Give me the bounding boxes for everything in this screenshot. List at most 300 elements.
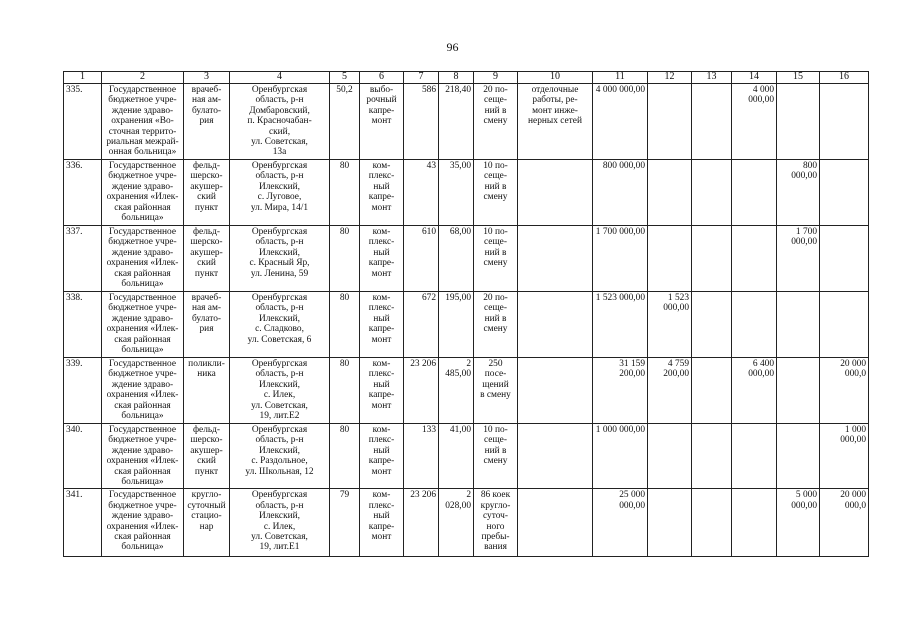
column-header-7: 7 bbox=[404, 72, 439, 84]
capacity-line: 20 по- bbox=[483, 85, 508, 95]
facility-address-line: Илекский, bbox=[258, 313, 301, 324]
facility-type-line: фельд- bbox=[192, 227, 221, 237]
facility-address-line: ул. Советская, bbox=[251, 137, 308, 148]
work-type-line: плекс- bbox=[368, 303, 395, 314]
institution-name-line: Государственное bbox=[108, 359, 177, 369]
institution-name-line: бюджетное учре- bbox=[108, 237, 177, 248]
col7-value: 672 bbox=[404, 292, 439, 358]
col15-amount bbox=[777, 84, 820, 160]
work-type-line: рочный bbox=[366, 95, 397, 106]
col12-amount bbox=[648, 489, 692, 557]
facility-type-line: шерско- bbox=[190, 237, 223, 248]
facility-type bbox=[184, 424, 230, 489]
capacity-line: 10 по- bbox=[483, 425, 508, 435]
work-type-line: плекс- bbox=[368, 369, 395, 380]
facility-address-line: Оренбургская bbox=[251, 425, 308, 435]
facility-type-line: шерско- bbox=[190, 171, 223, 182]
facility-address-line: с. Луговое, bbox=[257, 192, 302, 203]
col14-amount bbox=[732, 292, 777, 358]
col15-amount bbox=[777, 424, 820, 489]
facility-address-line: п. Красночабан- bbox=[247, 116, 312, 127]
facility-address bbox=[230, 424, 330, 489]
work-type-line: монт bbox=[371, 116, 392, 127]
row-number: 336. bbox=[64, 160, 102, 226]
facility-address bbox=[230, 226, 330, 292]
col8-value: 68,00 bbox=[439, 226, 474, 292]
facility-address-line: 19, лит.Е2 bbox=[259, 411, 300, 422]
col16-amount: 20 000 000,0 bbox=[820, 358, 869, 424]
facility-type-line: суточный bbox=[187, 500, 226, 511]
table-row bbox=[64, 84, 869, 160]
institution-name-line: бюджетное учре- bbox=[108, 303, 177, 314]
capacity-line: смену bbox=[483, 324, 508, 335]
institution-name-line: бюджетное учре- bbox=[108, 171, 177, 182]
facility-address-line: ский, bbox=[268, 126, 291, 137]
column-header-4: 4 bbox=[230, 72, 330, 84]
institution-name-line: бюджетное учре- bbox=[108, 435, 177, 446]
institution-name-line: больница» bbox=[121, 477, 164, 488]
institution-name-line: ская районная bbox=[114, 532, 171, 543]
col5-value: 80 bbox=[330, 292, 360, 358]
institution-name-line: Государственное bbox=[108, 425, 177, 435]
work-type-line: капре- bbox=[368, 456, 395, 467]
table-body bbox=[64, 84, 869, 557]
facility-address-line: область, р-н bbox=[255, 95, 304, 106]
col13-amount bbox=[692, 489, 732, 557]
facility-address-line: Илекский, bbox=[258, 247, 301, 258]
work-type bbox=[360, 160, 404, 226]
institution-name-line: ждение здраво- bbox=[111, 181, 174, 192]
institution-name-line: ская районная bbox=[114, 400, 171, 411]
capacity-line: ний в bbox=[484, 105, 507, 116]
capacity-line: 86 коек bbox=[480, 490, 511, 501]
col15-amount: 800 000,00 bbox=[777, 160, 820, 226]
facility-address bbox=[230, 358, 330, 424]
col15-amount: 1 700 000,00 bbox=[777, 226, 820, 292]
col5-value: 80 bbox=[330, 160, 360, 226]
facility-type bbox=[184, 226, 230, 292]
capacity-line: в смену bbox=[480, 390, 511, 401]
work-type-line: ком- bbox=[372, 359, 391, 369]
facilities-table bbox=[63, 71, 869, 557]
facility-address bbox=[230, 489, 330, 557]
column-header-3: 3 bbox=[184, 72, 230, 84]
work-type-line: плекс- bbox=[368, 171, 395, 182]
institution-name-line: охранения «Илек- bbox=[106, 521, 179, 532]
facility-address-line: Оренбургская bbox=[251, 227, 308, 237]
work-type-line: ком- bbox=[372, 161, 391, 171]
col11-amount: 4 000 000,00 bbox=[593, 84, 648, 160]
work-type bbox=[360, 424, 404, 489]
institution-name-line: ская районная bbox=[114, 466, 171, 477]
col13-amount bbox=[692, 358, 732, 424]
work-type-line: плекс- bbox=[368, 500, 395, 511]
col14-amount: 4 000 000,00 bbox=[732, 84, 777, 160]
facility-type-line: пункт bbox=[194, 466, 219, 477]
institution-name bbox=[102, 160, 184, 226]
facility-type-line: стацио- bbox=[191, 511, 222, 522]
work-type bbox=[360, 226, 404, 292]
col14-amount bbox=[732, 160, 777, 226]
works-description-line: работы, ре- bbox=[532, 95, 578, 106]
institution-name-line: охранения «Илек- bbox=[106, 456, 179, 467]
col11-amount: 800 000,00 bbox=[593, 160, 648, 226]
facility-type-line: булато- bbox=[191, 105, 222, 116]
works-description bbox=[518, 424, 593, 489]
column-header-1: 1 bbox=[64, 72, 102, 84]
capacity-line: 20 по- bbox=[483, 293, 508, 303]
column-header-5: 5 bbox=[330, 72, 360, 84]
work-type-line: монт bbox=[371, 400, 392, 411]
column-header-14: 14 bbox=[732, 72, 777, 84]
works-description bbox=[518, 358, 593, 424]
capacity-line: суточ- bbox=[483, 511, 508, 522]
col8-value: 218,40 bbox=[439, 84, 474, 160]
work-type bbox=[360, 84, 404, 160]
facility-address-line: ул. Школьная, 12 bbox=[245, 466, 314, 477]
institution-name bbox=[102, 489, 184, 557]
capacity-line: ний в bbox=[484, 445, 507, 456]
col8-value: 195,00 bbox=[439, 292, 474, 358]
capacity-line: кругло- bbox=[480, 500, 511, 511]
capacity bbox=[474, 226, 518, 292]
work-type bbox=[360, 292, 404, 358]
col7-value: 43 bbox=[404, 160, 439, 226]
table-row bbox=[64, 424, 869, 489]
work-type-line: монт bbox=[371, 268, 392, 279]
facility-address-line: Илекский, bbox=[258, 511, 301, 522]
column-header-15: 15 bbox=[777, 72, 820, 84]
row-number: 341. bbox=[64, 489, 102, 557]
facility-type-line: рия bbox=[199, 324, 214, 335]
facility-address-line: область, р-н bbox=[255, 435, 304, 446]
facility-address-line: область, р-н bbox=[255, 369, 304, 380]
facility-address-line: область, р-н bbox=[255, 303, 304, 314]
works-description-line: отделочные bbox=[531, 85, 579, 95]
table-row bbox=[64, 489, 869, 557]
work-type bbox=[360, 358, 404, 424]
institution-name-line: ждение здраво- bbox=[111, 313, 174, 324]
col5-value: 79 bbox=[330, 489, 360, 557]
col13-amount bbox=[692, 84, 732, 160]
column-header-16: 16 bbox=[820, 72, 869, 84]
facility-address-line: Оренбургская bbox=[251, 490, 308, 501]
col8-value: 35,00 bbox=[439, 160, 474, 226]
facility-address-line: ул. Советская, 6 bbox=[247, 334, 312, 345]
facility-type-line: акушер- bbox=[190, 247, 223, 258]
facility-type bbox=[184, 489, 230, 557]
col5-value: 80 bbox=[330, 358, 360, 424]
institution-name-line: охранения «Илек- bbox=[106, 390, 179, 401]
institution-name-line: охранения «Во- bbox=[111, 116, 174, 127]
facility-type-line: акушер- bbox=[190, 445, 223, 456]
capacity bbox=[474, 160, 518, 226]
facility-type-line: фельд- bbox=[192, 425, 221, 435]
facility-address bbox=[230, 292, 330, 358]
facility-type-line: ная ам- bbox=[191, 95, 222, 106]
facility-type-line: ский bbox=[197, 192, 216, 203]
institution-name-line: Государственное bbox=[108, 85, 177, 95]
table-row bbox=[64, 358, 869, 424]
work-type-line: капре- bbox=[368, 105, 395, 116]
col12-amount bbox=[648, 226, 692, 292]
facility-type-line: нар bbox=[199, 521, 214, 532]
institution-name-line: больница» bbox=[121, 411, 164, 422]
facility-type bbox=[184, 358, 230, 424]
institution-name-line: охранения «Илек- bbox=[106, 324, 179, 335]
row-number: 337. bbox=[64, 226, 102, 292]
institution-name-line: больница» bbox=[121, 279, 164, 290]
col13-amount bbox=[692, 160, 732, 226]
col15-amount: 5 000 000,00 bbox=[777, 489, 820, 557]
capacity-line: сеще- bbox=[484, 95, 507, 106]
col7-value: 586 bbox=[404, 84, 439, 160]
col16-amount bbox=[820, 292, 869, 358]
capacity-line: пребы- bbox=[481, 532, 510, 543]
col5-value: 80 bbox=[330, 424, 360, 489]
capacity-line: 250 bbox=[488, 359, 503, 369]
column-header-13: 13 bbox=[692, 72, 732, 84]
institution-name-line: ская районная bbox=[114, 334, 171, 345]
institution-name-line: Государственное bbox=[108, 293, 177, 303]
capacity bbox=[474, 84, 518, 160]
facility-address-line: Илекский, bbox=[258, 379, 301, 390]
facility-type-line: ная ам- bbox=[191, 303, 222, 314]
facility-address-line: Домбаровский, bbox=[249, 105, 310, 116]
table-row bbox=[64, 160, 869, 226]
capacity-line: вания bbox=[484, 542, 507, 553]
institution-name-line: Государственное bbox=[108, 227, 177, 237]
facility-address bbox=[230, 160, 330, 226]
col5-value: 50,2 bbox=[330, 84, 360, 160]
facility-type-line: рия bbox=[199, 116, 214, 127]
facility-type-line: врачеб- bbox=[191, 85, 222, 95]
work-type-line: ный bbox=[373, 181, 390, 192]
capacity-line: 10 по- bbox=[483, 227, 508, 237]
institution-name-line: ская районная bbox=[114, 202, 171, 213]
institution-name-line: онная больница» bbox=[108, 147, 177, 158]
capacity-line: сеще- bbox=[484, 171, 507, 182]
facility-type-line: врачеб- bbox=[191, 293, 222, 303]
col15-amount bbox=[777, 358, 820, 424]
works-description bbox=[518, 292, 593, 358]
facility-address-line: ул. Мира, 14/1 bbox=[250, 202, 309, 213]
institution-name-line: ждение здраво- bbox=[111, 379, 174, 390]
capacity-line: ного bbox=[486, 521, 505, 532]
facility-type-line: фельд- bbox=[192, 161, 221, 171]
work-type-line: капре- bbox=[368, 390, 395, 401]
capacity bbox=[474, 292, 518, 358]
institution-name bbox=[102, 424, 184, 489]
row-number: 338. bbox=[64, 292, 102, 358]
institution-name bbox=[102, 84, 184, 160]
facility-type-line: пункт bbox=[194, 268, 219, 279]
capacity bbox=[474, 489, 518, 557]
facility-address-line: Оренбургская bbox=[251, 161, 308, 171]
col12-amount: 1 523 000,00 bbox=[648, 292, 692, 358]
facility-type-line: ский bbox=[197, 456, 216, 467]
institution-name-line: охранения «Илек- bbox=[106, 258, 179, 269]
col14-amount: 6 400 000,00 bbox=[732, 358, 777, 424]
capacity-line: ний в bbox=[484, 181, 507, 192]
col7-value: 133 bbox=[404, 424, 439, 489]
facility-type-line: пункт bbox=[194, 202, 219, 213]
facility-type-line: ника bbox=[197, 369, 216, 380]
institution-name bbox=[102, 292, 184, 358]
work-type-line: плекс- bbox=[368, 435, 395, 446]
institution-name-line: Государственное bbox=[108, 490, 177, 501]
work-type-line: ный bbox=[373, 511, 390, 522]
work-type-line: ком- bbox=[372, 227, 391, 237]
institution-name-line: Государственное bbox=[108, 161, 177, 171]
capacity-line: сеще- bbox=[484, 237, 507, 248]
col11-amount: 31 159 200,00 bbox=[593, 358, 648, 424]
facility-address-line: ул. Советская, bbox=[251, 400, 308, 411]
facility-type bbox=[184, 292, 230, 358]
work-type bbox=[360, 489, 404, 557]
facility-address-line: область, р-н bbox=[255, 500, 304, 511]
institution-name-line: ждение здраво- bbox=[111, 247, 174, 258]
capacity-line: смену bbox=[483, 258, 508, 269]
col16-amount: 1 000 000,00 bbox=[820, 424, 869, 489]
institution-name-line: бюджетное учре- bbox=[108, 369, 177, 380]
work-type-line: ный bbox=[373, 313, 390, 324]
work-type-line: монт bbox=[371, 202, 392, 213]
work-type-line: капре- bbox=[368, 258, 395, 269]
col11-amount: 1 523 000,00 bbox=[593, 292, 648, 358]
institution-name-line: риальная межрай- bbox=[106, 137, 179, 148]
col13-amount bbox=[692, 424, 732, 489]
facility-address-line: область, р-н bbox=[255, 171, 304, 182]
capacity-line: 10 по- bbox=[483, 161, 508, 171]
column-header-11: 11 bbox=[593, 72, 648, 84]
column-header-2: 2 bbox=[102, 72, 184, 84]
work-type-line: капре- bbox=[368, 324, 395, 335]
facility-type-line: ский bbox=[197, 258, 216, 269]
institution-name-line: бюджетное учре- bbox=[108, 95, 177, 106]
facility-address-line: с. Сладково, bbox=[255, 324, 304, 335]
col12-amount bbox=[648, 84, 692, 160]
col11-amount: 25 000 000,00 bbox=[593, 489, 648, 557]
institution-name-line: больница» bbox=[121, 542, 164, 553]
row-number: 335. bbox=[64, 84, 102, 160]
col8-value: 2 028,00 bbox=[439, 489, 474, 557]
institution-name-line: охранения «Илек- bbox=[106, 192, 179, 203]
capacity-line: смену bbox=[483, 456, 508, 467]
work-type-line: капре- bbox=[368, 521, 395, 532]
work-type-line: монт bbox=[371, 334, 392, 345]
capacity bbox=[474, 358, 518, 424]
institution-name-line: ская районная bbox=[114, 268, 171, 279]
col16-amount bbox=[820, 160, 869, 226]
capacity-line: смену bbox=[483, 116, 508, 127]
facility-type-line: шерско- bbox=[190, 435, 223, 446]
facility-address-line: Илекский, bbox=[258, 445, 301, 456]
col14-amount bbox=[732, 226, 777, 292]
work-type-line: плекс- bbox=[368, 237, 395, 248]
work-type-line: монт bbox=[371, 466, 392, 477]
col11-amount: 1 000 000,00 bbox=[593, 424, 648, 489]
works-description bbox=[518, 226, 593, 292]
work-type-line: ком- bbox=[372, 425, 391, 435]
capacity-line: щений bbox=[482, 379, 509, 390]
row-number: 340. bbox=[64, 424, 102, 489]
column-header-6: 6 bbox=[360, 72, 404, 84]
facility-type bbox=[184, 84, 230, 160]
institution-name bbox=[102, 358, 184, 424]
institution-name-line: ждение здраво- bbox=[111, 105, 174, 116]
col12-amount bbox=[648, 424, 692, 489]
col7-value: 23 206 bbox=[404, 489, 439, 557]
institution-name-line: ждение здраво- bbox=[111, 445, 174, 456]
column-header-9: 9 bbox=[474, 72, 518, 84]
capacity bbox=[474, 424, 518, 489]
facility-address-line: Илекский, bbox=[258, 181, 301, 192]
column-number-row bbox=[64, 72, 869, 84]
col12-amount bbox=[648, 160, 692, 226]
col14-amount bbox=[732, 489, 777, 557]
facility-address-line: с. Илек, bbox=[263, 521, 296, 532]
facility-address-line: область, р-н bbox=[255, 237, 304, 248]
row-number: 339. bbox=[64, 358, 102, 424]
col13-amount bbox=[692, 226, 732, 292]
column-header-12: 12 bbox=[648, 72, 692, 84]
works-description bbox=[518, 489, 593, 557]
col7-value: 23 206 bbox=[404, 358, 439, 424]
capacity-line: смену bbox=[483, 192, 508, 203]
institution-name-line: ждение здраво- bbox=[111, 511, 174, 522]
column-header-8: 8 bbox=[439, 72, 474, 84]
col11-amount: 1 700 000,00 bbox=[593, 226, 648, 292]
work-type-line: монт bbox=[371, 532, 392, 543]
col8-value: 2 485,00 bbox=[439, 358, 474, 424]
facility-address-line: с. Красный Яр, bbox=[249, 258, 310, 269]
capacity-line: сеще- bbox=[484, 303, 507, 314]
col16-amount: 20 000 000,0 bbox=[820, 489, 869, 557]
facility-address-line: 13а bbox=[272, 147, 287, 158]
institution-name-line: больница» bbox=[121, 213, 164, 224]
facility-address-line: с. Раздольное, bbox=[251, 456, 308, 467]
institution-name bbox=[102, 226, 184, 292]
institution-name-line: сточная террито- bbox=[108, 126, 177, 137]
facility-address bbox=[230, 84, 330, 160]
works-description bbox=[518, 160, 593, 226]
col16-amount bbox=[820, 226, 869, 292]
facility-type bbox=[184, 160, 230, 226]
capacity-line: посе- bbox=[484, 369, 507, 380]
col8-value: 41,00 bbox=[439, 424, 474, 489]
col5-value: 80 bbox=[330, 226, 360, 292]
col14-amount bbox=[732, 424, 777, 489]
work-type-line: капре- bbox=[368, 192, 395, 203]
facility-address-line: Оренбургская bbox=[251, 85, 308, 95]
works-description bbox=[518, 84, 593, 160]
facility-type-line: акушер- bbox=[190, 181, 223, 192]
facility-address-line: Оренбургская bbox=[251, 359, 308, 369]
page-number: 96 bbox=[446, 40, 459, 54]
work-type-line: ный bbox=[373, 247, 390, 258]
facility-type-line: поликли- bbox=[188, 359, 225, 369]
works-description-line: нерных сетей bbox=[528, 116, 582, 127]
work-type-line: ком- bbox=[372, 293, 391, 303]
capacity-line: ний в bbox=[484, 247, 507, 258]
column-header-10: 10 bbox=[518, 72, 593, 84]
work-type-line: ный bbox=[373, 379, 390, 390]
work-type-line: ком- bbox=[372, 490, 391, 501]
capacity-line: сеще- bbox=[484, 435, 507, 446]
work-type-line: ный bbox=[373, 445, 390, 456]
facility-address-line: 19, лит.Е1 bbox=[259, 542, 300, 553]
